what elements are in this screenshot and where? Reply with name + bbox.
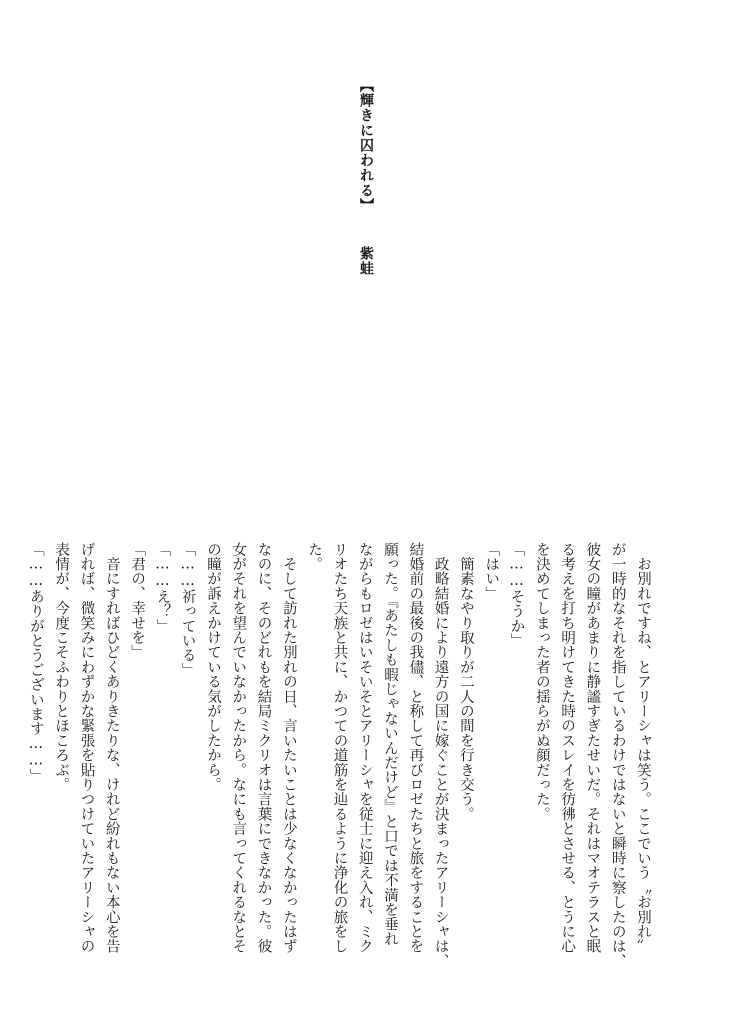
text-line: 女がそれを望んでいなかったから。なにも言ってくれるなとそ (230, 542, 247, 954)
story-title: 【輝きに囚われる】 (358, 78, 374, 213)
text-line: 「君の、幸せを」 (129, 542, 146, 660)
text-line: 「はい」 (483, 542, 500, 601)
text-line: 彼女の瞳があまりに静謐すぎたせいだ。それはマオテラスと眠 (584, 542, 601, 954)
text-line: の瞳が訴えかけている気がしたから。 (204, 542, 221, 792)
text-line: 「……ありがとうございます……」 (27, 542, 44, 784)
text-line: げれば、微笑みにわずかな緊張を貼りつけていたアリーシャの (78, 542, 95, 954)
text-line: 簡素なやり取りが二人の間を行き交う。 (457, 542, 474, 822)
text-line: 表情が、今度こそふわりとほころぶ。 (53, 542, 70, 792)
body-text (27, 542, 655, 982)
text-line: リオたち天族と共に、かつての道筋を辿るように浄化の旅をし (331, 542, 348, 954)
text-line: る考えを打ち明けてきた時のスレイを彷彿とさせる、とうに心 (559, 542, 576, 954)
text-line: を決めてしまった者の揺らがぬ顔だった。 (533, 542, 550, 822)
text-line: 「……そうか」 (508, 542, 525, 648)
text-line: そして訪れた別れの日、言いたいことは少なくなかったはず (280, 542, 297, 954)
text-line: が一時的なそれを指しているわけではないと瞬時に察したのは、 (609, 542, 626, 969)
text-line: ながらもロゼはいそいそとアリーシャを従士に迎え入れ、ミク (356, 542, 373, 954)
text-line: お別れですね、とアリーシャは笑う。ここでいう〝お別れ〟 (635, 542, 651, 954)
story-author: 紫蛙 (358, 246, 374, 276)
title-block (356, 78, 376, 378)
text-line: 政略結婚により遠方の国に嫁ぐことが決まったアリーシャは、 (432, 542, 449, 969)
text-line: 「……祈っている」 (179, 542, 196, 678)
text-line: 音にすればひどくありきたりな、けれど紛れもない本心を告 (103, 542, 120, 954)
text-line: た。 (306, 542, 323, 572)
text-line: 「……え？」 (154, 542, 171, 634)
text-line: 願った。『あたしも暇じゃないんだけど』と口では不満を垂れ (382, 542, 399, 947)
text-line: なのに、そのどれもを結局ミクリオは言葉にできなかった。彼 (255, 542, 272, 954)
text-line: 結婚前の最後の我儘、と称して再びロゼたちと旅をすることを (407, 542, 424, 954)
